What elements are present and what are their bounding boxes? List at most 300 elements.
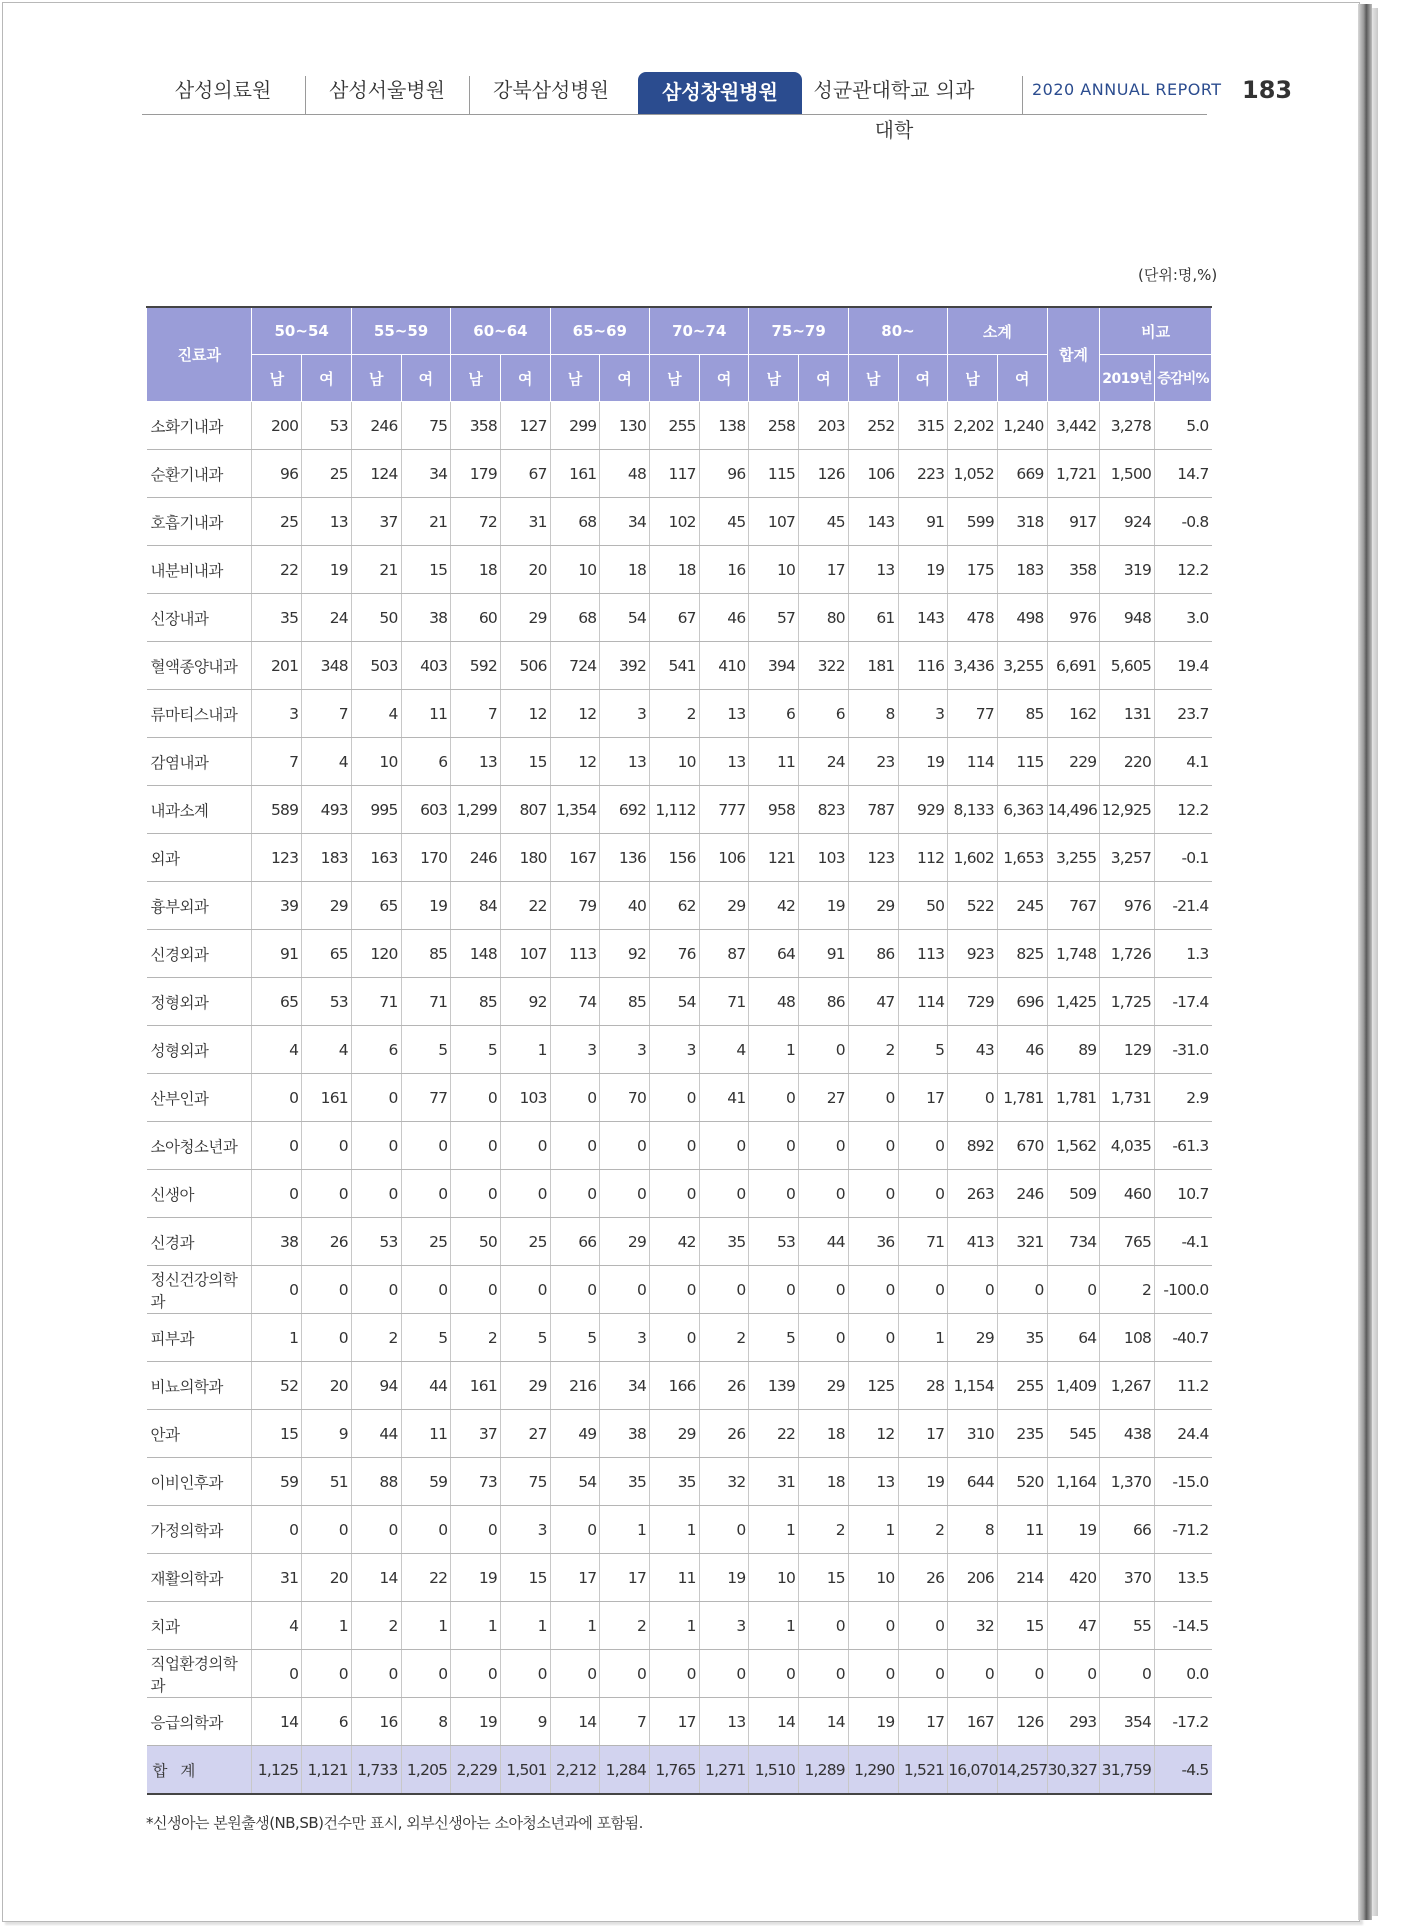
value-cell: 0	[550, 1170, 600, 1218]
value-cell: 403	[401, 642, 451, 690]
value-cell: -14.5	[1155, 1602, 1212, 1650]
value-cell: 0	[550, 1074, 600, 1122]
value-cell: 245	[997, 882, 1047, 930]
value-cell: 0	[749, 1266, 799, 1314]
value-cell: 181	[848, 642, 898, 690]
value-cell: 107	[749, 498, 799, 546]
value-cell: 11	[997, 1506, 1047, 1554]
value-cell: 31,759	[1100, 1746, 1155, 1795]
table-row	[147, 834, 1212, 882]
value-cell: 65	[252, 978, 302, 1026]
value-cell: 53	[749, 1218, 799, 1266]
value-cell: 52	[252, 1362, 302, 1410]
value-cell: 66	[550, 1218, 600, 1266]
value-cell: 16	[351, 1698, 401, 1746]
value-cell: 53	[302, 402, 352, 450]
table-row	[147, 690, 1212, 738]
value-cell: 0	[799, 1122, 849, 1170]
value-cell: 0	[699, 1650, 749, 1698]
value-cell: 21	[351, 546, 401, 594]
value-cell: 13.5	[1155, 1554, 1212, 1602]
value-cell: 0	[749, 1122, 799, 1170]
value-cell: 493	[302, 786, 352, 834]
value-cell: 392	[600, 642, 650, 690]
value-cell: 420	[1047, 1554, 1100, 1602]
value-cell: -4.1	[1155, 1218, 1212, 1266]
value-cell: 54	[650, 978, 700, 1026]
value-cell: 220	[1100, 738, 1155, 786]
value-cell: 0	[401, 1170, 451, 1218]
value-cell: 315	[898, 402, 948, 450]
value-cell: 123	[252, 834, 302, 882]
value-cell: 3	[898, 690, 948, 738]
value-cell: 20	[302, 1362, 352, 1410]
value-cell: 35	[600, 1458, 650, 1506]
value-cell: 11	[749, 738, 799, 786]
value-cell: 1	[500, 1602, 550, 1650]
value-cell: 19	[799, 882, 849, 930]
value-cell: 223	[898, 450, 948, 498]
value-cell: -15.0	[1155, 1458, 1212, 1506]
value-cell: 9	[500, 1698, 550, 1746]
value-cell: 17	[650, 1698, 700, 1746]
value-cell: 3	[600, 690, 650, 738]
value-cell: 25	[252, 498, 302, 546]
value-cell: 5	[898, 1026, 948, 1074]
value-cell: 91	[898, 498, 948, 546]
value-cell: 76	[650, 930, 700, 978]
value-cell: 45	[799, 498, 849, 546]
value-cell: 1,425	[1047, 978, 1100, 1026]
value-cell: 1,653	[997, 834, 1047, 882]
value-cell: 0	[848, 1266, 898, 1314]
value-cell: 0	[948, 1074, 998, 1122]
value-cell: 0	[351, 1170, 401, 1218]
value-cell: 26	[898, 1554, 948, 1602]
value-cell: 31	[749, 1458, 799, 1506]
nav-tab-samsung-medical-center[interactable]: 삼성의료원	[174, 78, 272, 102]
value-cell: 27	[500, 1410, 550, 1458]
value-cell: 13	[848, 1458, 898, 1506]
value-cell: 4,035	[1100, 1122, 1155, 1170]
dept-name-cell: 합 계	[147, 1746, 252, 1795]
value-cell: 1,781	[1047, 1074, 1100, 1122]
value-cell: 0	[799, 1170, 849, 1218]
dept-name-cell: 정신건강의학과	[147, 1266, 252, 1314]
value-cell: 0	[600, 1122, 650, 1170]
value-cell: 0	[749, 1650, 799, 1698]
value-cell: 37	[351, 498, 401, 546]
value-cell: 37	[451, 1410, 501, 1458]
value-cell: 3	[650, 1026, 700, 1074]
dept-name-cell: 소아청소년과	[147, 1122, 252, 1170]
value-cell: 729	[948, 978, 998, 1026]
value-cell: 252	[848, 402, 898, 450]
value-cell: 1	[749, 1506, 799, 1554]
value-cell: 75	[500, 1458, 550, 1506]
value-cell: 29	[500, 1362, 550, 1410]
value-cell: 0	[600, 1266, 650, 1314]
value-cell: 1,052	[948, 450, 998, 498]
value-cell: 10	[650, 738, 700, 786]
value-cell: 734	[1047, 1218, 1100, 1266]
value-cell: 27	[799, 1074, 849, 1122]
value-cell: 2	[699, 1314, 749, 1362]
value-cell: 1	[650, 1602, 700, 1650]
value-cell: -40.7	[1155, 1314, 1212, 1362]
value-cell: 5	[500, 1314, 550, 1362]
value-cell: 0	[302, 1170, 352, 1218]
value-cell: 91	[252, 930, 302, 978]
value-cell: 310	[948, 1410, 998, 1458]
value-cell: 1	[600, 1506, 650, 1554]
value-cell: 246	[351, 402, 401, 450]
value-cell: 123	[848, 834, 898, 882]
value-cell: 1,731	[1100, 1074, 1155, 1122]
value-cell: 148	[451, 930, 501, 978]
value-cell: 35	[252, 594, 302, 642]
dept-name-cell: 가정의학과	[147, 1506, 252, 1554]
table-row	[147, 1218, 1212, 1266]
value-cell: 1,267	[1100, 1362, 1155, 1410]
value-cell: 11	[650, 1554, 700, 1602]
value-cell: 541	[650, 642, 700, 690]
value-cell: 13	[699, 690, 749, 738]
dept-name-cell: 신경외과	[147, 930, 252, 978]
table-row	[147, 1506, 1212, 1554]
value-cell: 0	[699, 1170, 749, 1218]
value-cell: 0	[799, 1602, 849, 1650]
nav-separator	[1022, 76, 1023, 114]
value-cell: 0	[799, 1650, 849, 1698]
value-cell: 68	[550, 594, 600, 642]
value-cell: 8,133	[948, 786, 998, 834]
value-cell: 87	[699, 930, 749, 978]
value-cell: 161	[550, 450, 600, 498]
value-cell: 358	[451, 402, 501, 450]
dept-name-cell: 안과	[147, 1410, 252, 1458]
dept-name-cell: 외과	[147, 834, 252, 882]
value-cell: 3	[500, 1506, 550, 1554]
value-cell: 49	[550, 1410, 600, 1458]
value-cell: 11	[401, 690, 451, 738]
value-cell: 19	[898, 738, 948, 786]
value-cell: 216	[550, 1362, 600, 1410]
value-cell: 12	[550, 738, 600, 786]
value-cell: 156	[650, 834, 700, 882]
female-header: 여	[500, 355, 550, 402]
value-cell: 1	[401, 1602, 451, 1650]
value-cell: 114	[948, 738, 998, 786]
value-cell: 59	[401, 1458, 451, 1506]
value-cell: 167	[550, 834, 600, 882]
value-cell: 7	[252, 738, 302, 786]
value-cell: 53	[351, 1218, 401, 1266]
value-cell: 71	[898, 1218, 948, 1266]
value-cell: 0	[848, 1602, 898, 1650]
value-cell: 0	[550, 1506, 600, 1554]
value-cell: 32	[699, 1458, 749, 1506]
nav-tab-samsung-seoul-hospital[interactable]: 삼성서울병원	[329, 78, 445, 102]
value-cell: 0	[799, 1266, 849, 1314]
value-cell: 19	[1047, 1506, 1100, 1554]
value-cell: 139	[749, 1362, 799, 1410]
value-cell: 3,257	[1100, 834, 1155, 882]
value-cell: 12	[550, 690, 600, 738]
footnote: *신생아는 본원출생(NB,SB)건수만 표시, 외부신생아는 소아청소년과에 포함됨.	[146, 1814, 643, 1832]
value-cell: 106	[699, 834, 749, 882]
value-cell: 12	[848, 1410, 898, 1458]
value-cell: 976	[1047, 594, 1100, 642]
value-cell: 31	[252, 1554, 302, 1602]
value-cell: 47	[1047, 1602, 1100, 1650]
value-cell: 127	[500, 402, 550, 450]
value-cell: 0	[302, 1314, 352, 1362]
value-cell: 0	[500, 1266, 550, 1314]
dept-name-cell: 신경과	[147, 1218, 252, 1266]
value-cell: 2	[351, 1602, 401, 1650]
value-cell: 126	[997, 1698, 1047, 1746]
nav-tab-samsung-changwon-hospital[interactable]: 삼성창원병원	[638, 72, 802, 114]
table-row	[147, 1170, 1212, 1218]
table-row	[147, 642, 1212, 690]
value-cell: 2	[600, 1602, 650, 1650]
dept-name-cell: 재활의학과	[147, 1554, 252, 1602]
value-cell: 55	[1100, 1602, 1155, 1650]
value-cell: 18	[799, 1458, 849, 1506]
value-cell: 50	[451, 1218, 501, 1266]
value-cell: 6	[351, 1026, 401, 1074]
dept-name-cell: 산부인과	[147, 1074, 252, 1122]
value-cell: 124	[351, 450, 401, 498]
value-cell: 0	[600, 1170, 650, 1218]
value-cell: 48	[749, 978, 799, 1026]
value-cell: 5	[401, 1314, 451, 1362]
dept-name-cell: 신장내과	[147, 594, 252, 642]
value-cell: 29	[600, 1218, 650, 1266]
value-cell: 545	[1047, 1410, 1100, 1458]
value-cell: 1	[451, 1602, 501, 1650]
value-cell: 787	[848, 786, 898, 834]
dept-header: 진료과	[147, 307, 252, 402]
value-cell: 38	[252, 1218, 302, 1266]
value-cell: 246	[451, 834, 501, 882]
value-cell: 1	[749, 1026, 799, 1074]
value-cell: 29	[948, 1314, 998, 1362]
value-cell: 26	[699, 1410, 749, 1458]
value-cell: 18	[650, 546, 700, 594]
value-cell: 1,781	[997, 1074, 1047, 1122]
nav-tab-kangbuk-samsung-hospital[interactable]: 강북삼성병원	[493, 78, 609, 102]
male-header: 남	[650, 355, 700, 402]
value-cell: 46	[997, 1026, 1047, 1074]
value-cell: 38	[401, 594, 451, 642]
value-cell: 370	[1100, 1554, 1155, 1602]
value-cell: 696	[997, 978, 1047, 1026]
value-cell: 394	[749, 642, 799, 690]
value-cell: 17	[898, 1698, 948, 1746]
value-cell: 7	[600, 1698, 650, 1746]
value-cell: 777	[699, 786, 749, 834]
female-header: 여	[302, 355, 352, 402]
value-cell: 3,255	[1047, 834, 1100, 882]
value-cell: 0	[1047, 1650, 1100, 1698]
value-cell: 3.0	[1155, 594, 1212, 642]
value-cell: 13	[600, 738, 650, 786]
value-cell: 44	[401, 1362, 451, 1410]
value-cell: 0	[848, 1074, 898, 1122]
value-cell: 161	[302, 1074, 352, 1122]
value-cell: 183	[302, 834, 352, 882]
value-cell: 19.4	[1155, 642, 1212, 690]
value-cell: 1	[500, 1026, 550, 1074]
value-cell: 0	[401, 1266, 451, 1314]
value-cell: 1,289	[799, 1746, 849, 1795]
value-cell: 767	[1047, 882, 1100, 930]
value-cell: 112	[898, 834, 948, 882]
value-cell: 3,278	[1100, 402, 1155, 450]
value-cell: 1,721	[1047, 450, 1100, 498]
value-cell: 1.3	[1155, 930, 1212, 978]
female-header: 여	[898, 355, 948, 402]
value-cell: 0	[650, 1650, 700, 1698]
value-cell: 3,442	[1047, 402, 1100, 450]
value-cell: 0	[351, 1266, 401, 1314]
value-cell: 113	[898, 930, 948, 978]
value-cell: 64	[1047, 1314, 1100, 1362]
value-cell: -0.1	[1155, 834, 1212, 882]
value-cell: 2	[650, 690, 700, 738]
value-cell: 1,602	[948, 834, 998, 882]
value-cell: 170	[401, 834, 451, 882]
value-cell: 1,154	[948, 1362, 998, 1410]
value-cell: 0	[1100, 1650, 1155, 1698]
value-cell: 1	[898, 1314, 948, 1362]
value-cell: 246	[997, 1170, 1047, 1218]
value-cell: 102	[650, 498, 700, 546]
value-cell: 41	[699, 1074, 749, 1122]
value-cell: 183	[997, 546, 1047, 594]
value-cell: 22	[749, 1410, 799, 1458]
age-group-header: 50~54	[252, 307, 351, 355]
value-cell: 67	[650, 594, 700, 642]
dept-name-cell: 치과	[147, 1602, 252, 1650]
value-cell: 4.1	[1155, 738, 1212, 786]
value-cell: 17	[550, 1554, 600, 1602]
value-cell: 163	[351, 834, 401, 882]
value-cell: 2	[848, 1026, 898, 1074]
table-row	[147, 546, 1212, 594]
value-cell: 823	[799, 786, 849, 834]
value-cell: 2,229	[451, 1746, 501, 1795]
value-cell: 29	[848, 882, 898, 930]
value-cell: 348	[302, 642, 352, 690]
dept-name-cell: 류마티스내과	[147, 690, 252, 738]
value-cell: 50	[898, 882, 948, 930]
value-cell: 117	[650, 450, 700, 498]
value-cell: 670	[997, 1122, 1047, 1170]
compare-header: 비교	[1100, 307, 1212, 355]
value-cell: 825	[997, 930, 1047, 978]
nav-tab-skku-medical-school[interactable]: 성균관대학교 의과대학	[813, 78, 975, 142]
value-cell: 14,257	[997, 1746, 1047, 1795]
dept-name-cell: 성형외과	[147, 1026, 252, 1074]
value-cell: 1,164	[1047, 1458, 1100, 1506]
value-cell: 958	[749, 786, 799, 834]
table-row	[147, 1554, 1212, 1602]
value-cell: 0	[351, 1650, 401, 1698]
value-cell: 143	[848, 498, 898, 546]
value-cell: 30,327	[1047, 1746, 1100, 1795]
value-cell: 6	[302, 1698, 352, 1746]
value-cell: -0.8	[1155, 498, 1212, 546]
value-cell: 65	[302, 930, 352, 978]
value-cell: 108	[1100, 1314, 1155, 1362]
value-cell: 13	[699, 738, 749, 786]
dept-name-cell: 내분비내과	[147, 546, 252, 594]
value-cell: 1,748	[1047, 930, 1100, 978]
value-cell: 29	[799, 1362, 849, 1410]
value-cell: 5	[401, 1026, 451, 1074]
value-cell: 67	[500, 450, 550, 498]
value-cell: 136	[600, 834, 650, 882]
value-cell: 603	[401, 786, 451, 834]
value-cell: 0	[252, 1650, 302, 1698]
value-cell: 96	[252, 450, 302, 498]
value-cell: 724	[550, 642, 600, 690]
value-cell: 3	[699, 1602, 749, 1650]
value-cell: -17.2	[1155, 1698, 1212, 1746]
value-cell: 7	[302, 690, 352, 738]
dept-name-cell: 내과소계	[147, 786, 252, 834]
value-cell: 44	[351, 1410, 401, 1458]
value-cell: 13	[848, 546, 898, 594]
value-cell: 3,436	[948, 642, 998, 690]
value-cell: 1,125	[252, 1746, 302, 1795]
value-cell: 22	[252, 546, 302, 594]
table-row	[147, 1122, 1212, 1170]
value-cell: 1,501	[500, 1746, 550, 1795]
value-cell: 0	[451, 1170, 501, 1218]
value-cell: 107	[500, 930, 550, 978]
value-cell: 85	[997, 690, 1047, 738]
value-cell: 96	[699, 450, 749, 498]
page-curl-edge	[1358, 4, 1372, 1920]
value-cell: 506	[500, 642, 550, 690]
dept-name-cell: 직업환경의학과	[147, 1650, 252, 1698]
value-cell: 94	[351, 1362, 401, 1410]
value-cell: 166	[650, 1362, 700, 1410]
value-cell: 48	[600, 450, 650, 498]
value-cell: 24.4	[1155, 1410, 1212, 1458]
value-cell: 0	[898, 1170, 948, 1218]
value-cell: 40	[600, 882, 650, 930]
value-cell: 0	[451, 1506, 501, 1554]
value-cell: 214	[997, 1554, 1047, 1602]
table-row	[147, 1458, 1212, 1506]
value-cell: 1	[550, 1602, 600, 1650]
value-cell: 25	[302, 450, 352, 498]
female-header: 여	[799, 355, 849, 402]
total-header: 합계	[1047, 307, 1100, 402]
value-cell: 29	[699, 882, 749, 930]
age-group-header: 80~	[848, 307, 947, 355]
value-cell: 509	[1047, 1170, 1100, 1218]
value-cell: 42	[650, 1218, 700, 1266]
value-cell: 0	[898, 1266, 948, 1314]
value-cell: 74	[550, 978, 600, 1026]
value-cell: 0	[799, 1314, 849, 1362]
